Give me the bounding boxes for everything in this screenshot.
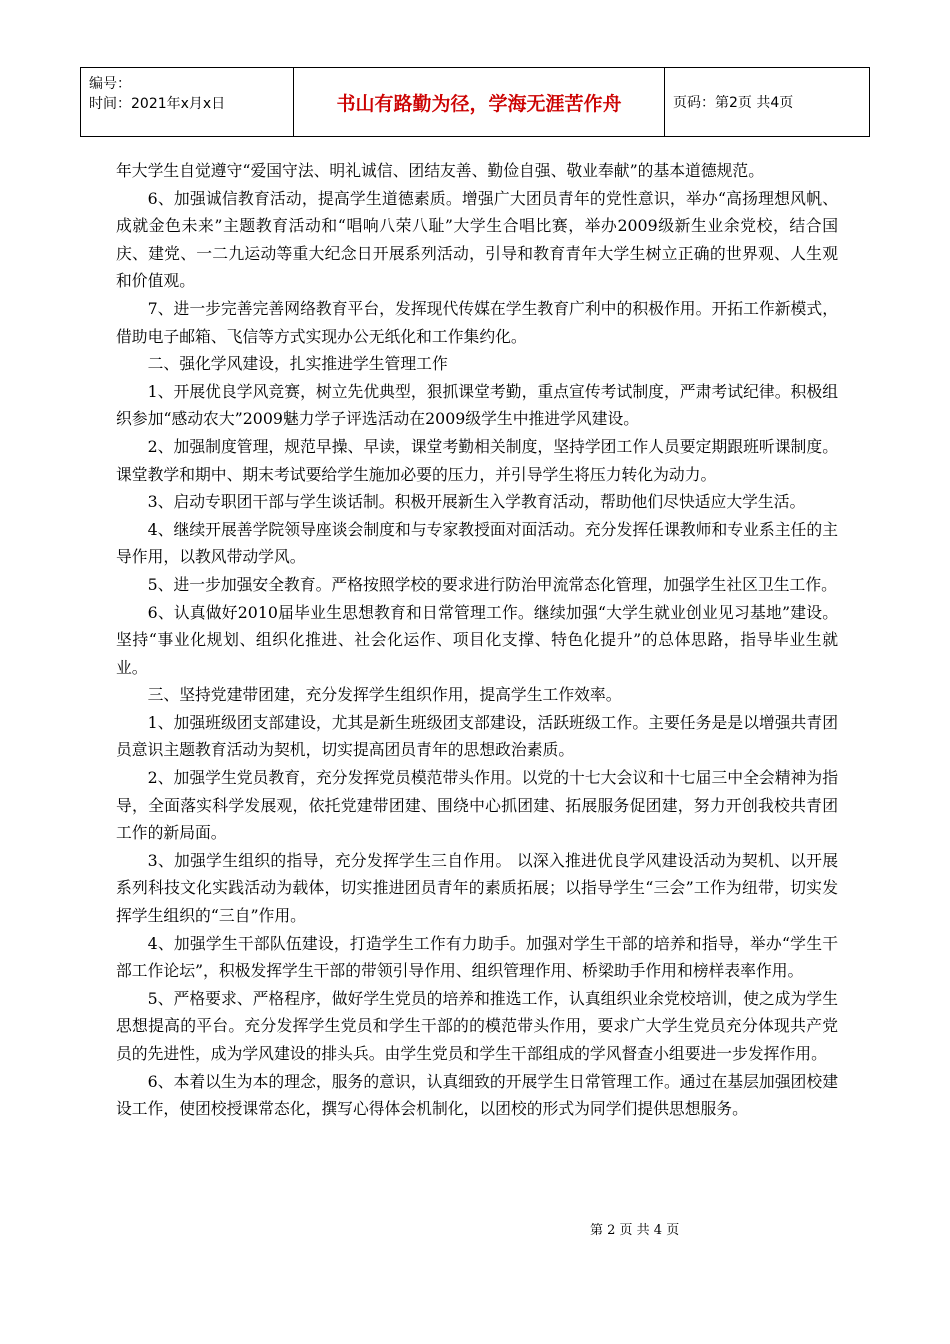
body-paragraph: 7、进一步完善完善网络教育平台，发挥现代传媒在学生教育广利中的积极作用。开拓工作新模式，借助电子邮箱、飞信等方式实现办公无纸化和工作集约化。: [116, 298, 838, 346]
body-paragraph: 3、加强学生组织的指导，充分发挥学生三自作用。 以深入推进优良学风建设活动为契机、以开展系列科技文化实践活动为载体，切实推进团员青年的素质拓展；以指导学生“三会”工作为纽带，切实发挥学生组织的“三自”作用。: [116, 850, 838, 926]
body-paragraph: 5、严格要求、严格程序，做好学生党员的培养和推选工作，认真组织业余党校培训，使之成为学生思想提高的平台。充分发挥学生党员和学生干部的的模范带头作用，要求广大学生党员充分体现共产党员的先进性，成为学风建设的排头兵。由学生党员和学生干部组成的学风督查小组要进一步发挥作用。: [116, 988, 838, 1063]
document-number-label: 编号：: [89, 76, 131, 92]
section-heading: 二、强化学风建设，扎实推进学生管理工作: [147, 354, 448, 374]
body-paragraph: 1、开展优良学风竞赛，树立先优典型，狠抓课堂考勤，重点宣传考试制度，严肃考试纪律。积极组织参加“感动农大”2009魅力学子评选活动在2009级学生中推进学风建设。: [116, 381, 838, 429]
body-paragraph: 1、加强班级团支部建设，尤其是新生班级团支部建设，活跃班级工作。主要任务是是以增强共青团员意识主题教育活动为契机，切实提高团员青年的思想政治素质。: [116, 712, 838, 760]
body-paragraph: 2、加强制度管理，规范早操、早读，课堂考勤相关制度，坚持学团工作人员要定期跟班听课制度。课堂教学和期中、期末考试要给学生施加必要的压力，并引导学生将压力转化为动力。: [116, 436, 838, 484]
body-paragraph: 5、进一步加强安全教育。严格按照学校的要求进行防治甲流常态化管理，加强学生社区卫生工作。: [147, 574, 837, 594]
header-meta-cell: [81, 68, 294, 137]
document-body: [116, 157, 838, 1123]
section-heading: 三、坚持党建带团建，充分发挥学生组织作用，提高学生工作效率。: [147, 685, 622, 705]
body-paragraph: 6、认真做好2010届毕业生思想教育和日常管理工作。继续加强“大学生就业创业见习基地”建设。坚持“事业化规划、组织化推进、社会化运作、项目化支撑、特色化提升”的总体思路，指导毕业生就业。: [116, 602, 838, 677]
document-header: [80, 67, 870, 137]
header-page-info: 页码：第2页 共4页: [665, 68, 870, 137]
body-paragraph: 4、加强学生干部队伍建设，打造学生工作有力助手。加强对学生干部的培养和指导，举办“学生干部工作论坛”，积极发挥学生干部的带领引导作用、组织管理作用、桥梁助手作用和榜样表率作用。: [116, 933, 838, 981]
body-paragraph: 4、继续开展善学院领导座谈会制度和与专家教授面对面活动。充分发挥任课教师和专业系主任的主导作用，以教风带动学风。: [116, 519, 838, 567]
document-date-label: 时间：2021年x月x日: [89, 96, 226, 112]
page-footer: 第 2 页 共 4 页: [590, 1223, 680, 1238]
body-paragraph: 年大学生自觉遵守“爱国守法、明礼诚信、团结友善、勤俭自强、敬业奉献”的基本道德规范。: [116, 161, 765, 180]
body-paragraph: 3、启动专职团干部与学生谈话制。积极开展新生入学教育活动，帮助他们尽快适应大学生活。: [147, 492, 806, 512]
body-paragraph: 6、加强诚信教育活动，提高学生道德素质。增强广大团员青年的党性意识，举办“高扬理想风帆、成就金色未来”主题教育活动和“唱响八荣八耻”大学生合唱比赛，举办2009级新生业余党校，结合国庆、建党、一二九运动等重大纪念日开展系列活动，引导和教育青年大学生树立正确的世界观、人生观和价值观。: [116, 188, 838, 291]
header-motto: 书山有路勤为径，学海无涯苦作舟: [294, 68, 665, 137]
body-paragraph: 6、本着以生为本的理念，服务的意识，认真细致的开展学生日常管理工作。通过在基层加强团校建设工作，使团校授课常态化，撰写心得体会机制化，以团校的形式为同学们提供思想服务。: [116, 1071, 838, 1119]
body-paragraph: 2、加强学生党员教育，充分发挥党员模范带头作用。以党的十七大会议和十七届三中全会精神为指导，全面落实科学发展观，依托党建带团建、围绕中心抓团建、拓展服务促团建，努力开创我校共青团工作的新局面。: [116, 768, 838, 843]
